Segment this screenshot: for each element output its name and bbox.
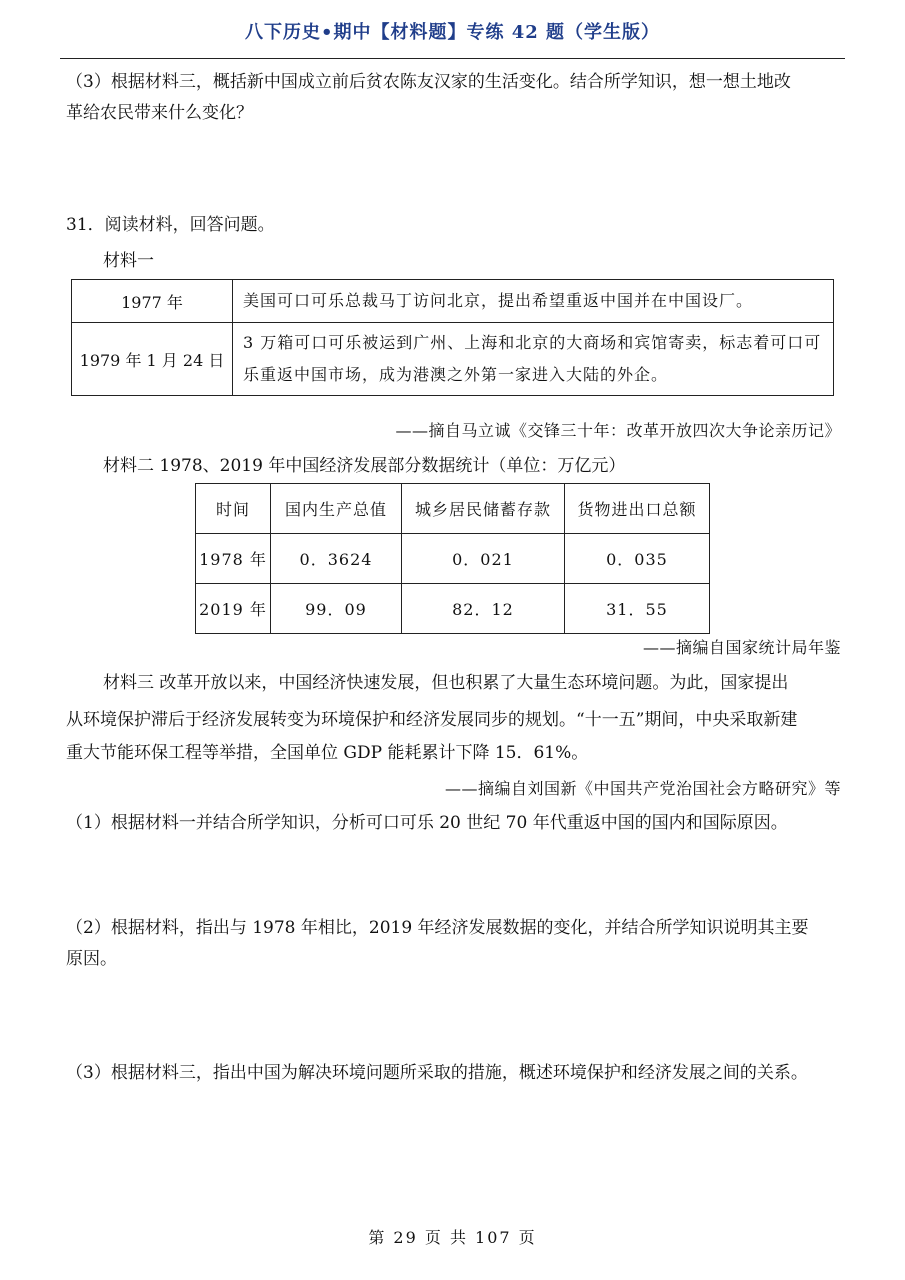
material3-source: ——摘编自刘国新《中国共产党治国社会方略研究》等 [444, 779, 841, 798]
material1-label: 材料一 [103, 251, 154, 271]
material1-source: ——摘自马立诚《交锋三十年：改革开放四次大争论亲历记》 [395, 421, 841, 440]
material2-table [195, 483, 710, 634]
page-footer: 第 29 页 共 107 页 [368, 1228, 537, 1247]
table-cell: 82．12 [402, 584, 565, 634]
table-cell: 2019 年 [196, 584, 271, 634]
header-divider [60, 58, 845, 59]
question-31-2 [66, 913, 846, 975]
prev-question-3 [66, 67, 846, 129]
table-row [196, 584, 710, 634]
material1-table [71, 279, 834, 396]
question-31-1: （1）根据材料一并结合所学知识，分析可口可乐 20 世纪 70 年代重返中国的国内和国际原因。 [66, 813, 788, 833]
table-header-cell: 时间 [196, 484, 271, 534]
table-cell: 31．55 [565, 584, 710, 634]
question-31-2-line1: （2）根据材料，指出与 1978 年相比，2019 年经济发展数据的变化，并结合所学知识说明其主要 [66, 918, 809, 938]
table-cell-event: 3 万箱可口可乐被运到广州、上海和北京的大商场和宾馆寄卖，标志着可口可乐重返中国市场，成为港澳之外第一家进入大陆的外企。 [233, 323, 834, 396]
prev-question-3-line1: （3）根据材料三，概括新中国成立前后贫农陈友汉家的生活变化。结合所学知识，想一想土地改 [66, 72, 791, 92]
table-row [72, 280, 834, 323]
table-cell: 0．3624 [271, 534, 402, 584]
material3-line1: 材料三 改革开放以来，中国经济快速发展，但也积累了大量生态环境问题。为此，国家提出 [103, 673, 789, 693]
table-row [196, 534, 710, 584]
table-cell: 0．035 [565, 534, 710, 584]
question-31-3: （3）根据材料三，指出中国为解决环境问题所采取的措施，概述环境保护和经济发展之间的关系。 [66, 1063, 808, 1083]
table-row [72, 323, 834, 396]
material3-line3: 重大节能环保工程等举措，全国单位 GDP 能耗累计下降 15．61%。 [66, 743, 589, 763]
table-cell-date: 1977 年 [72, 280, 233, 323]
table-header-cell: 国内生产总值 [271, 484, 402, 534]
table-header-row [196, 484, 710, 534]
table-header-cell: 货物进出口总额 [565, 484, 710, 534]
table-cell: 0．021 [402, 534, 565, 584]
table-header-cell: 城乡居民储蓄存款 [402, 484, 565, 534]
table-cell-date: 1979 年 1 月 24 日 [72, 323, 233, 396]
question-31-2-line2: 原因。 [66, 949, 117, 969]
prev-question-3-line2: 革给农民带来什么变化？ [66, 103, 253, 123]
page-header-title: 八下历史•期中【材料题】专练 42 题（学生版） [244, 22, 661, 43]
material2-title: 材料二 1978、2019 年中国经济发展部分数据统计（单位：万亿元） [103, 456, 626, 476]
material3-line2: 从环境保护滞后于经济发展转变为环境保护和经济发展同步的规划。“十一五”期间，中央采取新建 [66, 710, 798, 730]
table-cell: 1978 年 [196, 534, 271, 584]
table-cell-event: 美国可口可乐总裁马丁访问北京，提出希望重返中国并在中国设厂。 [233, 280, 834, 323]
table-cell: 99．09 [271, 584, 402, 634]
material2-source: ——摘编自国家统计局年鉴 [642, 638, 841, 657]
question-31-intro: 31．阅读材料，回答问题。 [66, 215, 275, 235]
